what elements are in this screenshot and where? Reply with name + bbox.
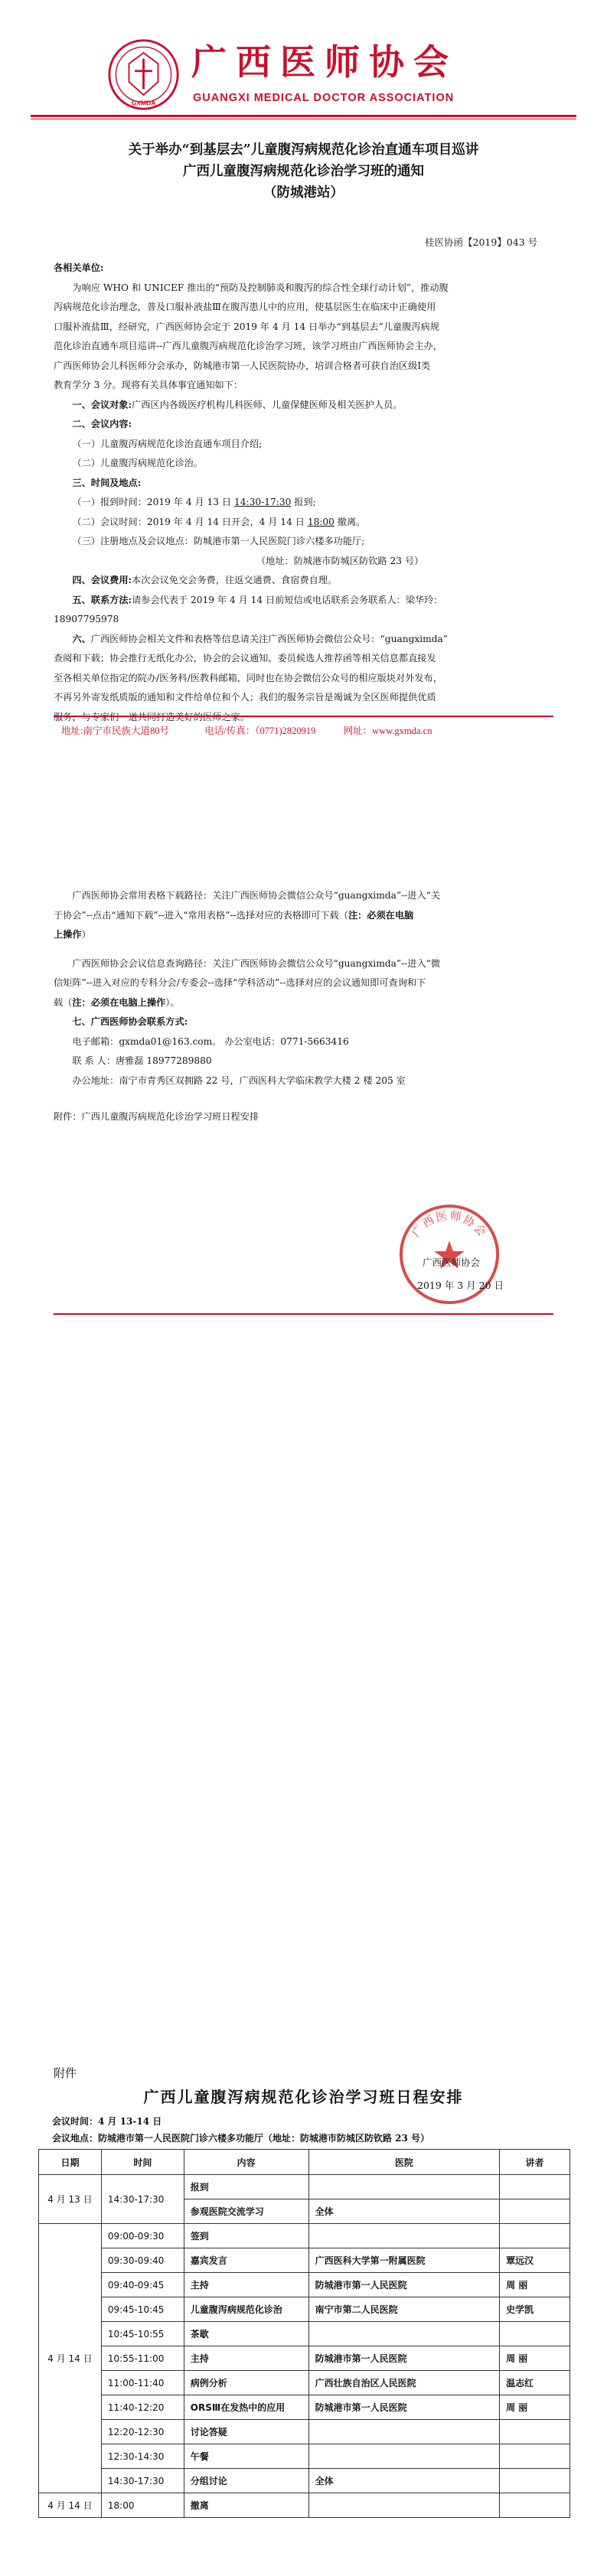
para1-line: 为响应 WHO 和 UNICEF 推出的“预防及控制肺炎和腹泻的综合性全球行动计划”，推动腹 [72,282,449,293]
section-six-line: 不再另外寄发纸质版的通知和文件给单位和个人；我们的服务宗旨是竭诚为全区医师提供优质 [54,692,436,703]
contact-phone: 18907795978 [54,614,119,624]
speaker-cell [500,2322,570,2346]
hospital-cell: 防城港市第一人民医院 [308,2346,500,2371]
signature-org: 广西医师协会 [423,1257,481,1268]
table-row [39,2346,570,2371]
date-cell: 4 月 13 日 [39,2175,102,2224]
table-row [39,2322,570,2346]
speaker-cell [500,2175,570,2199]
table-row [39,2420,570,2444]
annex-reference: 附件：广西儿童腹泻病规范化诊治学习班日程安排 [54,1111,259,1122]
time-item-venue: （三）注册地点及会议地点：防城港市第一人民医院门诊六楼多功能厅; [72,536,365,546]
footer-phone: 电话/传真：（0771)2820919 [204,726,316,736]
hospital-cell: 广西医科大学第一附属医院 [308,2248,500,2273]
meeting-path-line: 载（注：必须在电脑上操作）。 [54,996,180,1008]
section-time-heading: 三、时间及地点: [72,477,142,488]
letterhead-footer [61,723,551,737]
speaker-cell [500,2199,570,2224]
forms-path-line: 于协会”--点击“通知下载”--进入“常用表格”--选择对应的表格即可下载（注：必须在电脑 [54,909,414,921]
hospital-cell [308,2493,500,2518]
content-cell: 分组讨论 [184,2469,308,2493]
speaker-cell: 温志红 [500,2371,570,2395]
content-cell: 嘉宾发言 [184,2248,308,2273]
time-cell: 09:00-09:30 [101,2224,184,2248]
speaker-cell [500,2469,570,2493]
para1-line: 口服补液盐Ⅲ，经研究，广西医师协会定于 2019 年 4 月 14 日举办“到基层去”儿童腹泻病规 [54,321,439,332]
schedule-title: 广西儿童腹泻病规范化诊治学习班日程安排 [143,2088,464,2106]
speaker-cell [500,2493,570,2518]
hospital-cell: 全体 [308,2199,500,2224]
association-logo-icon [107,38,180,111]
header-content: 内容 [184,2150,308,2175]
venue-address: （地址：防城港市防城区防钦路 23 号） [256,555,424,566]
logo-text: GXMDA [131,99,156,107]
annex-label: 附件 [54,2066,77,2080]
time-cell: 14:30-17:30 [101,2469,184,2493]
forms-path-line: 上操作） [54,929,91,940]
content-cell: 主持 [184,2273,308,2297]
notice-title-line3: （防城港站） [263,185,344,201]
salutation: 各相关单位: [54,262,104,273]
time-cell: 10:45-10:55 [101,2322,184,2346]
schedule-place: 会议地点：防城港市第一人民医院门诊六楼多功能厅（地址：防城港市防城区防钦路 23 号） [52,2133,430,2144]
footer-site: 网址：www.gxmda.cn [343,726,432,736]
schedule-table [38,2149,570,2518]
hospital-cell [308,2444,500,2469]
para1-line: 泻病规范化诊治理念，普及口服补液盐Ⅲ在腹泻患儿中的应用，使基层医生在临床中正确使用 [54,302,436,312]
content-item: （二）儿童腹泻病规范化诊治。 [72,458,204,468]
content-cell: 撤离 [184,2493,308,2518]
page2-body [54,886,559,1127]
notice-title-line1: 关于举办“到基层去”儿童腹泻病规范化诊治直通车项目巡讲 [128,142,479,158]
time-cell: 09:30-09:40 [101,2248,184,2273]
section-six-line: 六、广西医师协会相关文件和表格等信息请关注广西医师协会微信公众号：“guangximda” [72,633,449,644]
footer-address: 地址:南宁市民族大道80号 [61,726,169,736]
table-row [39,2175,570,2199]
meeting-path-line: 信矩阵”--进入对应的专科分会/专委会--选择“学科活动”--选择对应的会议通知即可查询和下 [54,977,426,988]
section-six-line: 查阅和下载；协会推行无纸化办公，协会的会议通知、委员候选人推荐函等相关信息都直接发 [54,653,436,664]
hospital-cell [308,2322,500,2346]
time-cell: 11:00-11:40 [101,2371,184,2395]
hospital-cell: 南宁市第二人民医院 [308,2297,500,2322]
document-number: 桂医协函【2019】043 号 [425,236,538,248]
header-date: 日期 [39,2150,102,2175]
section-audience: 一、会议对象:广西区内各级医疗机构儿科医师、儿童保健医师及相关医护人员。 [72,399,403,410]
footer-divider [54,716,553,717]
table-row [39,2395,570,2420]
header-speaker: 讲者 [500,2150,570,2175]
hospital-cell [308,2224,500,2248]
org-name-en: GUANGXI MEDICAL DOCTOR ASSOCIATION [193,92,455,104]
table-row [39,2469,570,2493]
page2-footer-divider [54,1313,553,1315]
content-item: （一）儿童腹泻病规范化诊治直通车项目介绍; [72,438,263,449]
org-name-cn: 广西医师协会 [191,41,458,83]
contact-person: 联 系 人：唐雅磊 18977289880 [72,1055,212,1066]
meeting-path-line: 广西医师协会会议信息查询路径：关注广西医师协会微信公众号“guangximda”--进入“微 [72,957,441,969]
time-cell: 09:40-09:45 [101,2273,184,2297]
notice-title-line2: 广西儿童腹泻病规范化诊治学习班的通知 [183,164,424,179]
table-row [39,2273,570,2297]
content-cell: 报到 [184,2175,308,2199]
section-contact: 五、联系方法:请参会代表于 2019 年 4 月 14 日前短信或电话联系会务联系人：梁华玲： [72,594,443,605]
table-row [39,2444,570,2469]
time-item-checkin: （一）报到时间：2019 年 4 月 13 日 14:30-17:30 报到; [72,497,316,507]
schedule-time: 会议时间：4 月 13-14 日 [52,2116,162,2127]
content-cell: 讨论答疑 [184,2420,308,2444]
header-divider [31,115,576,117]
para1-line: 广西医师协会儿科医师分会承办，防城港市第一人民医院协办，培训合格者可获自治区级Ⅰ类 [54,360,431,371]
table-row [39,2493,570,2518]
table-row [39,2297,570,2322]
time-item-meeting: （二）会议时间：2019 年 4 月 14 日开会，4 月 14 日 18:00 撤离。 [72,516,366,527]
time-cell: 11:40-12:20 [101,2395,184,2420]
content-cell: 主持 [184,2346,308,2371]
speaker-cell: 覃远汉 [500,2248,570,2273]
header-hospital: 医院 [308,2150,500,2175]
table-row [39,2224,570,2248]
speaker-cell: 史学凯 [500,2297,570,2322]
para1-line: 教育学分 3 分。现将有关具体事宜通知如下： [54,380,243,390]
date-cell: 4 月 14 日 [39,2224,102,2493]
time-cell: 12:20-12:30 [101,2420,184,2444]
hospital-cell [308,2175,500,2199]
time-cell: 14:30-17:30 [101,2175,184,2224]
speaker-cell: 周 丽 [500,2273,570,2297]
speaker-cell [500,2444,570,2469]
table-row [39,2371,570,2395]
content-cell: 参观医院交流学习 [184,2199,308,2224]
speaker-cell: 周 丽 [500,2346,570,2371]
time-cell: 18:00 [101,2493,184,2518]
speaker-cell: 周 丽 [500,2395,570,2420]
para1-line: 范化诊治直通车项目巡讲--广西儿童腹泻病规范化诊治学习班，该学习班由广西医师协会主办， [54,341,442,351]
table-row [39,2248,570,2273]
time-cell: 10:55-11:00 [101,2346,184,2371]
section-fees: 四、会议费用:本次会议免交会务费，往返交通费、食宿费自理。 [72,575,338,585]
table-header-row [39,2150,570,2175]
speaker-cell [500,2420,570,2444]
svg-text:广西医师协会: 广西医师协会 [409,1209,490,1241]
hospital-cell [308,2420,500,2444]
content-cell: 茶歇 [184,2322,308,2346]
hospital-cell: 全体 [308,2469,500,2493]
content-cell: 儿童腹泻病规范化诊治 [184,2297,308,2322]
hospital-cell: 广西壮族自治区人民医院 [308,2371,500,2395]
section-content-heading: 二、会议内容: [72,419,132,429]
hospital-cell: 防城港市第一人民医院 [308,2273,500,2297]
speaker-cell [500,2224,570,2248]
hospital-cell: 防城港市第一人民医院 [308,2395,500,2420]
header-time: 时间 [101,2150,184,2175]
content-cell: 午餐 [184,2444,308,2469]
signature-date: 2019 年 3 月 20 日 [417,1280,504,1291]
section-seven-heading: 七、广西医师协会联系方式: [72,1016,188,1027]
time-cell: 09:45-10:45 [101,2297,184,2322]
forms-path-line: 广西医师协会常用表格下载路径：关注广西医师协会微信公众号“guangximda”--进入“关 [72,890,441,901]
date-cell: 4 月 14 日 [39,2493,102,2518]
content-cell: 病例分析 [184,2371,308,2395]
section-six-line: 至各相关单位指定的院办/医务科/医教科邮箱，同时也在协会微信公众号的相应版块对外发布， [54,672,442,683]
content-cell: ORSⅢ在发热中的应用 [184,2395,308,2420]
contact-email: 电子邮箱：gxmda01@163.com。 办公室电话：0771-5663416 [72,1035,349,1047]
notice-body [54,259,559,727]
time-cell: 12:30-14:30 [101,2444,184,2469]
content-cell: 签到 [184,2224,308,2248]
office-address: 办公地址：南宁市青秀区双拥路 22 号，广西医科大学临床教学大楼 2 楼 205 室 [72,1074,406,1086]
